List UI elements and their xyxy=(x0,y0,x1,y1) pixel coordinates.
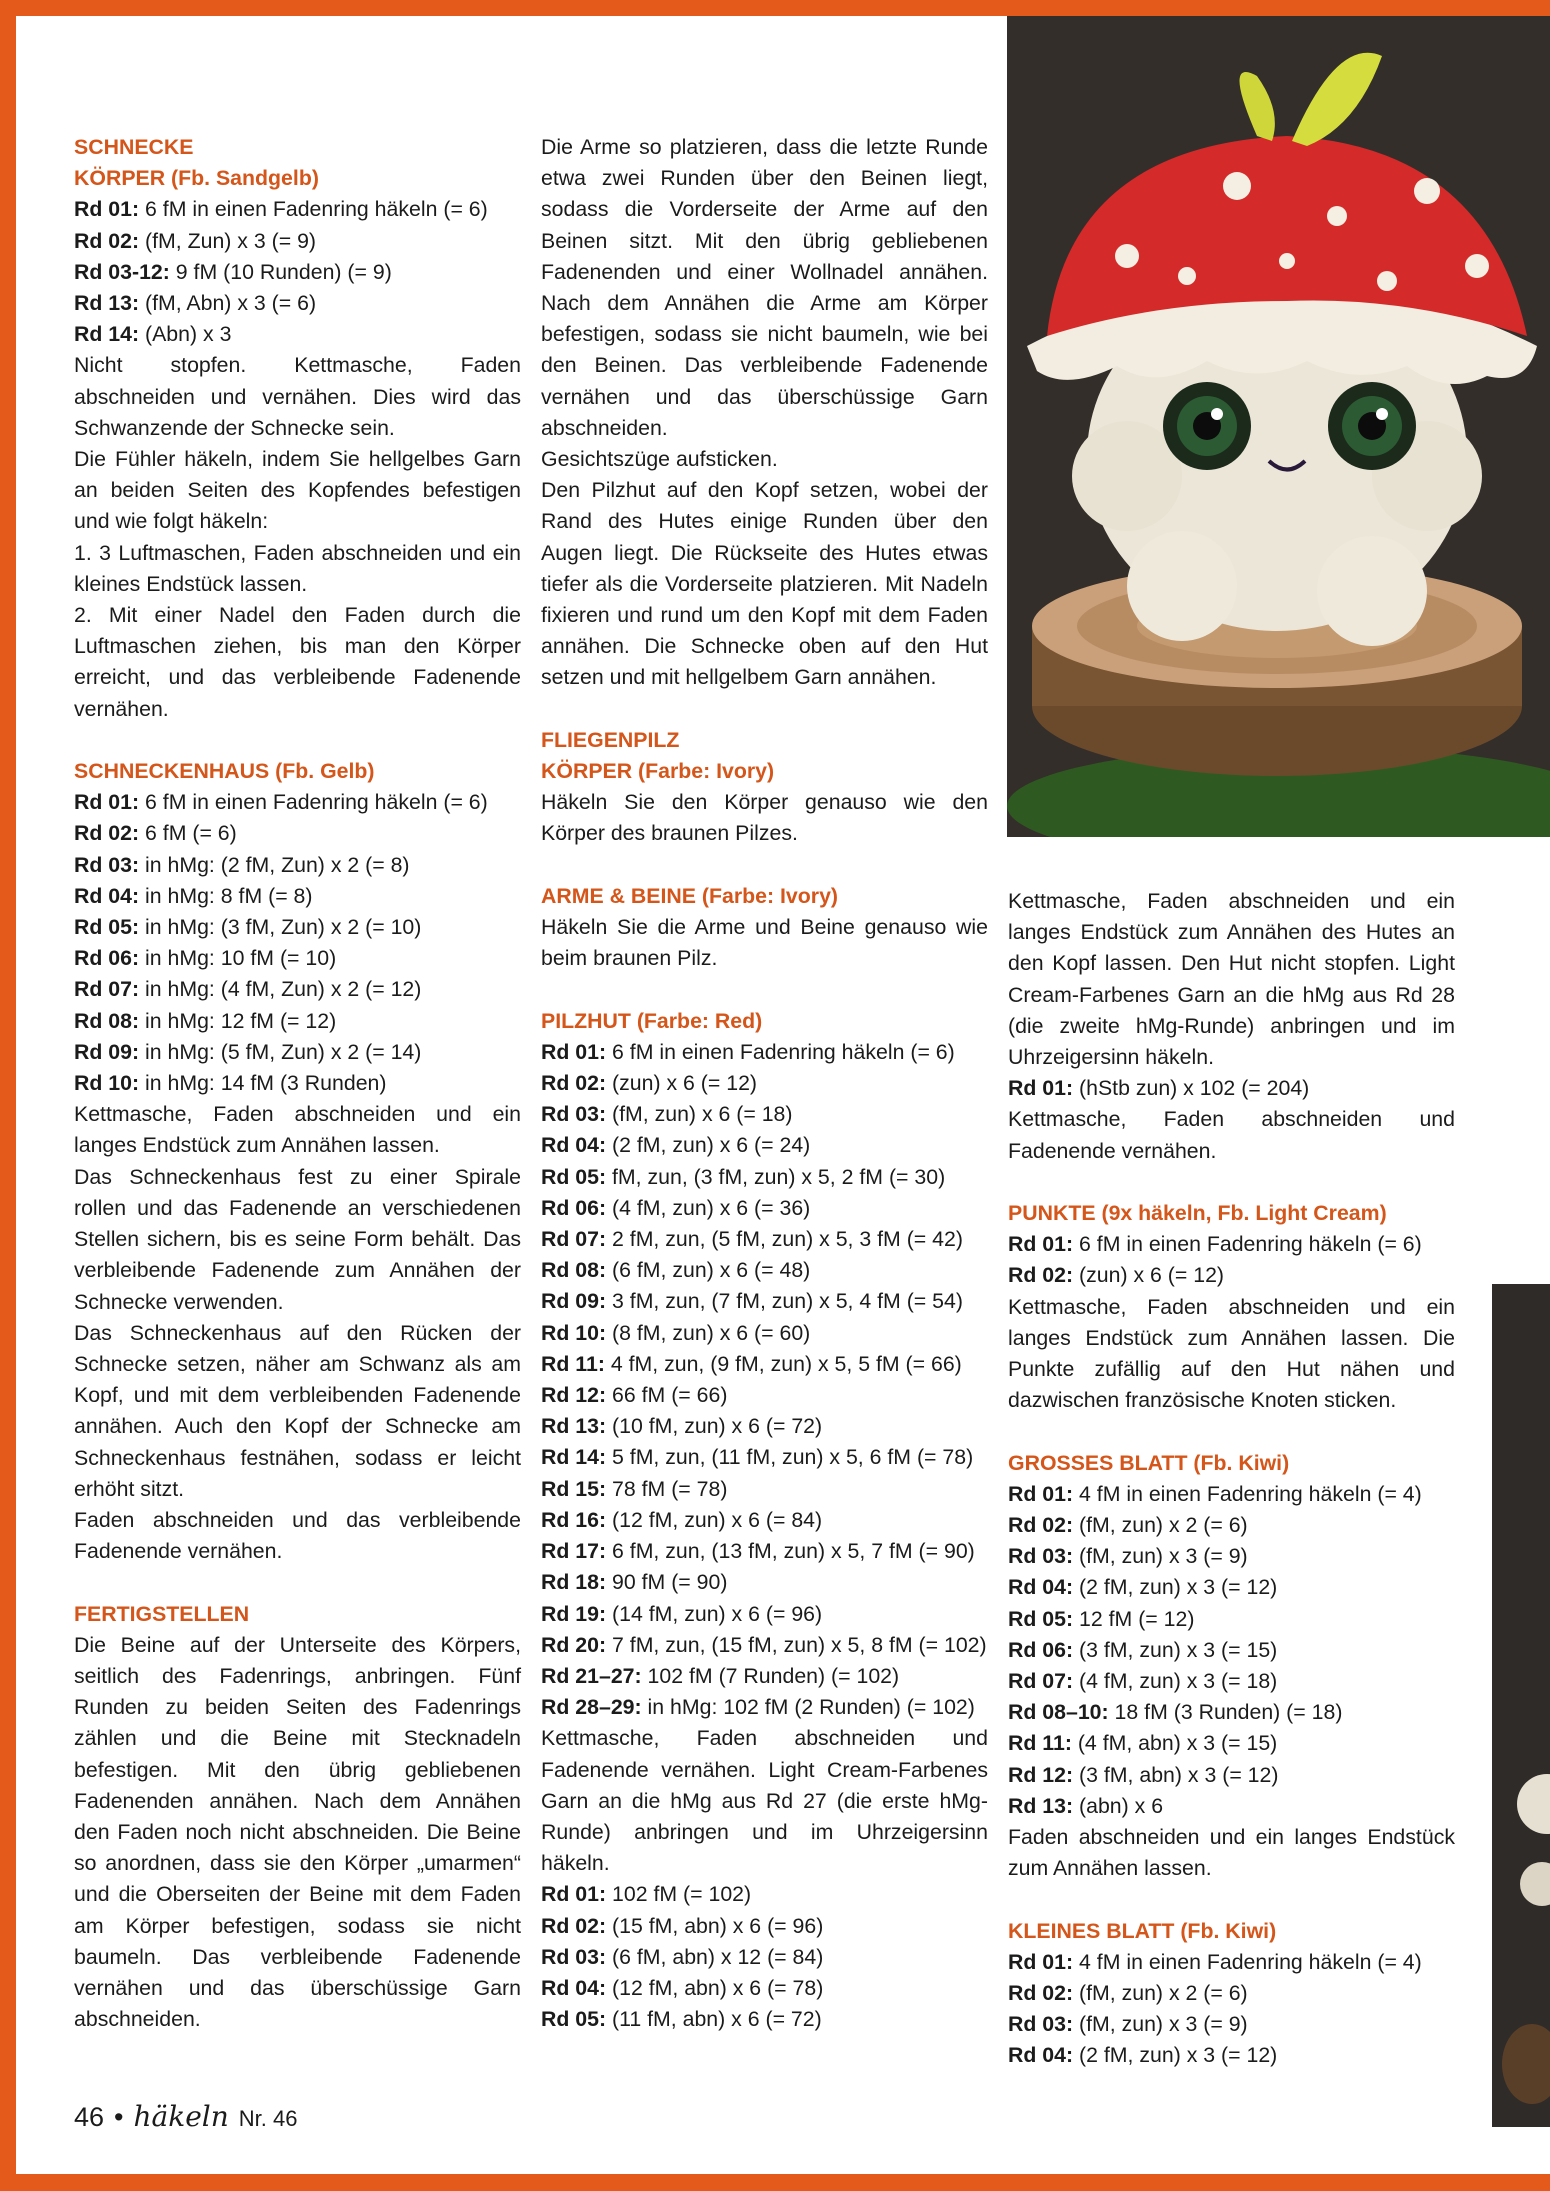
round-text: in hMg: (2 fM, Zun) x 2 (= 8) xyxy=(139,852,410,877)
round-row xyxy=(74,1068,521,1099)
round-text: fM, zun, (3 fM, zun) x 5, 2 fM (= 30) xyxy=(606,1164,946,1189)
round-row xyxy=(1008,1635,1455,1666)
round-text: 6 fM, zun, (13 fM, zun) x 5, 7 fM (= 90) xyxy=(606,1539,975,1564)
round-row xyxy=(1008,1728,1455,1759)
paragraph: Kettmasche, Faden abschneiden und ein langes Endstück zum Annähen lassen. Die Punkte zufällig auf den Hut nähen und dazwischen französische Knoten sticken. xyxy=(1008,1294,1455,1413)
round-text: (fM, zun) x 2 (= 6) xyxy=(1073,1981,1248,2006)
round-row xyxy=(74,943,521,974)
round-label: Rd 19: xyxy=(541,1601,607,1626)
round-label: Rd 17: xyxy=(541,1539,607,1564)
paragraph: Kettmasche, Faden abschneiden und ein langes Endstück zum Annähen des Hutes an den Kopf lassen. Den Hut nicht stopfen. Light Cream-Farbenes Garn an die hMg aus Rd 28 (die zweite hMg-Runde) anbringen und im Uhrzeigersinn häkeln. xyxy=(1008,889,1455,1070)
round-row xyxy=(541,1068,988,1099)
subheading-punkte: PUNKTE (9x häkeln, Fb. Light Cream) xyxy=(1008,1201,1387,1226)
round-row xyxy=(541,1380,988,1411)
round-text: 6 fM in einen Fadenring häkeln (= 6) xyxy=(139,197,488,222)
paragraph: Faden abschneiden und ein langes Endstück zum Annähen lassen. xyxy=(1008,1825,1455,1881)
round-label: Rd 03: xyxy=(541,1102,607,1127)
round-row xyxy=(541,1474,988,1505)
round-text: (2 fM, zun) x 3 (= 12) xyxy=(1073,1575,1278,1600)
round-label: Rd 02: xyxy=(541,1071,607,1096)
round-row xyxy=(74,194,521,225)
round-row xyxy=(541,1536,988,1567)
round-text: (4 fM, abn) x 3 (= 15) xyxy=(1071,1731,1278,1756)
column-left xyxy=(74,132,521,2035)
round-label: Rd 01: xyxy=(1008,1949,1074,1974)
round-label: Rd 04: xyxy=(541,1133,607,1158)
round-row xyxy=(541,1411,988,1442)
round-text: (2 fM, zun) x 6 (= 24) xyxy=(606,1133,811,1158)
round-text: (4 fM, zun) x 6 (= 36) xyxy=(606,1195,811,1220)
round-text: (11 fM, abn) x 6 (= 72) xyxy=(606,2007,822,2032)
page-number: 46 xyxy=(74,2102,105,2132)
round-label: Rd 05: xyxy=(74,915,140,940)
haus-rows xyxy=(74,787,521,1099)
round-text: in hMg: 14 fM (3 Runden) xyxy=(139,1071,387,1096)
round-row xyxy=(1008,1666,1455,1697)
round-text: 12 fM (= 12) xyxy=(1073,1606,1195,1631)
paragraph: Kettmasche, Faden abschneiden und Fadenende vernähen. Light Cream-Farbenes Garn an die hMg aus Rd 27 (die erste hMg-Runde) anbringen und im Uhrzeigersinn häkeln. xyxy=(541,1726,988,1876)
round-row xyxy=(541,1973,988,2004)
round-row xyxy=(541,1255,988,1286)
round-label: Rd 03-12: xyxy=(74,259,170,284)
round-label: Rd 09: xyxy=(74,1039,140,1064)
round-label: Rd 01: xyxy=(74,790,140,815)
round-row xyxy=(1008,2009,1455,2040)
round-row xyxy=(74,881,521,912)
round-label: Rd 12: xyxy=(1008,1762,1074,1787)
paragraph: Häkeln Sie den Körper genauso wie den Körper des braunen Pilzes. xyxy=(541,790,988,846)
footer-bullet: • xyxy=(114,2102,124,2132)
round-label: Rd 07: xyxy=(74,977,140,1002)
round-label: Rd 10: xyxy=(74,1071,140,1096)
round-text: 90 fM (= 90) xyxy=(606,1570,728,1595)
round-label: Rd 08: xyxy=(541,1258,607,1283)
grosses-blatt-rows xyxy=(1008,1479,1455,1822)
round-text: (15 fM, abn) x 6 (= 96) xyxy=(606,1913,824,1938)
round-label: Rd 01: xyxy=(1008,1232,1074,1257)
paragraph: Faden abschneiden und das verbleibende Fadenende vernähen. xyxy=(74,1507,521,1564)
round-label: Rd 04: xyxy=(1008,1575,1074,1600)
punkte-rows xyxy=(1008,1229,1455,1291)
round-label: Rd 01: xyxy=(541,1882,607,1907)
round-text: (6 fM, abn) x 12 (= 84) xyxy=(606,1944,824,1969)
paragraph: Das Schneckenhaus fest zu einer Spirale rollen und das Fadenende an verschiedenen Stellen sichern, bis es seine Form behält. Das verbleibende Fadenende zum Annähen der Schnecke verwenden. xyxy=(74,1164,521,1314)
column-middle xyxy=(541,132,988,2035)
round-row xyxy=(1008,2040,1455,2071)
paragraph: Die Beine auf der Unterseite des Körpers, seitlich des Fadenrings, anbringen. Fünf Runden zu beiden Seiten des Fadenrings zählen und die Beine mit Stecknadeln befestigen. Mit den übrig gebliebenen Fadenenden annähen. Nach dem Annähen den Faden noch nicht abschneiden. Die Beine so anordnen, dass sie den Körper „umarmen“ und die Oberseiten der Beine mit dem Faden am Körper befestigen, sodass sie nicht baumeln. Das verbleibende Fadenende vernähen und das überschüssige Garn abschneiden. xyxy=(74,1632,521,2032)
round-text: 3 fM, zun, (7 fM, zun) x 5, 4 fM (= 54) xyxy=(606,1289,963,1314)
round-row xyxy=(541,1505,988,1536)
round-row xyxy=(541,1099,988,1130)
round-row xyxy=(74,912,521,943)
round-text: (3 fM, zun) x 3 (= 15) xyxy=(1073,1637,1278,1662)
second-photo-edge xyxy=(1492,1284,1550,2127)
round-text: (12 fM, zun) x 6 (= 84) xyxy=(606,1507,823,1532)
round-text: 102 fM (7 Runden) (= 102) xyxy=(641,1663,900,1688)
section-heading-schneckenhaus: SCHNECKENHAUS (Fb. Gelb) xyxy=(74,759,375,784)
round-row xyxy=(541,1349,988,1380)
round-row xyxy=(1008,1260,1455,1291)
paragraph: 2. Mit einer Nadel den Faden durch die Luftmaschen ziehen, bis man den Körper erreicht, und das verbleibende Fadenende vernähen. xyxy=(74,603,521,721)
round-label: Rd 02: xyxy=(1008,1263,1074,1288)
subheading-kleines-blatt: KLEINES BLATT (Fb. Kiwi) xyxy=(1008,1918,1277,1943)
round-row xyxy=(74,850,521,881)
round-text: (2 fM, zun) x 3 (= 12) xyxy=(1073,2043,1278,2068)
round-text: (fM, zun) x 2 (= 6) xyxy=(1073,1513,1248,1538)
round-text: 2 fM, zun, (5 fM, zun) x 5, 3 fM (= 42) xyxy=(606,1227,963,1252)
round-text: 6 fM (= 6) xyxy=(139,821,237,846)
paragraph: Kettmasche, Faden abschneiden und ein langes Endstück zum Annähen lassen. xyxy=(74,1102,521,1158)
round-label: Rd 28–29: xyxy=(541,1695,642,1720)
round-text: (14 fM, zun) x 6 (= 96) xyxy=(606,1601,823,1626)
round-row xyxy=(541,1661,988,1692)
round-label: Rd 18: xyxy=(541,1570,607,1595)
round-label: Rd 21–27: xyxy=(541,1663,642,1688)
round-row xyxy=(74,288,521,319)
paragraph: Kettmasche, Faden abschneiden und Fadenende vernähen. xyxy=(1008,1107,1455,1163)
round-row xyxy=(541,1630,988,1661)
round-text: 5 fM, zun, (11 fM, zun) x 5, 6 fM (= 78) xyxy=(606,1445,974,1470)
round-text: (6 fM, zun) x 6 (= 48) xyxy=(606,1258,811,1283)
round-row xyxy=(1008,1479,1455,1510)
round-label: Rd 05: xyxy=(541,2007,607,2032)
round-label: Rd 06: xyxy=(541,1195,607,1220)
round-label: Rd 13: xyxy=(74,291,140,316)
round-label: Rd 16: xyxy=(541,1507,607,1532)
round-text: (Abn) x 3 xyxy=(139,322,232,347)
round-text: 6 fM in einen Fadenring häkeln (= 6) xyxy=(1073,1232,1422,1257)
round-row xyxy=(541,1037,988,1068)
round-row xyxy=(74,1037,521,1068)
round-label: Rd 07: xyxy=(541,1227,607,1252)
round-label: Rd 03: xyxy=(541,1944,607,1969)
pilzhut-rows-2 xyxy=(541,1879,988,2035)
paragraph: Die Fühler häkeln, indem Sie hellgelbes Garn an beiden Seiten des Kopfendes befestigen und wie folgt häkeln: xyxy=(74,447,521,534)
round-label: Rd 01: xyxy=(541,1039,607,1064)
round-text: in hMg: 10 fM (= 10) xyxy=(139,946,337,971)
round-text: (8 fM, zun) x 6 (= 60) xyxy=(606,1320,811,1345)
round-label: Rd 09: xyxy=(541,1289,607,1314)
column-right xyxy=(1008,886,1455,2072)
round-label: Rd 15: xyxy=(541,1476,607,1501)
round-row xyxy=(541,1224,988,1255)
round-label: Rd 10: xyxy=(541,1320,607,1345)
round-row xyxy=(74,257,521,288)
round-text: (fM, Abn) x 3 (= 6) xyxy=(139,291,317,316)
section-heading-schnecke: SCHNECKE xyxy=(74,135,194,159)
round-row xyxy=(74,787,521,818)
round-row xyxy=(541,1567,988,1598)
round-row xyxy=(541,1442,988,1473)
paragraph: Die Arme so platzieren, dass die letzte Runde etwa zwei Runden über den Beinen liegt, sodass die Vorderseite der Arme auf den Beinen sitzt. Mit den übrig gebliebenen Fadenenden und einer Wollnadel annähen. Nach dem Annähen die Arme am Körper befestigen, sodass sie nicht baumeln, wie bei den Beinen. Das verbleibende Fadenende vernähen und das überschüssige Garn abschneiden. xyxy=(541,135,988,440)
hutrand-rows xyxy=(1008,1073,1455,1104)
paragraph: Gesichtszüge aufsticken. xyxy=(541,447,778,472)
round-text: 6 fM in einen Fadenring häkeln (= 6) xyxy=(139,790,488,815)
paragraph: 1. 3 Luftmaschen, Faden abschneiden und ein kleines Endstück lassen. xyxy=(74,540,521,596)
round-row xyxy=(541,1193,988,1224)
round-text: in hMg: (5 fM, Zun) x 2 (= 14) xyxy=(139,1039,422,1064)
round-text: 78 fM (= 78) xyxy=(606,1476,728,1501)
round-text: 4 fM in einen Fadenring häkeln (= 4) xyxy=(1073,1481,1422,1506)
round-label: Rd 02: xyxy=(541,1913,607,1938)
round-text: (hStb zun) x 102 (= 204) xyxy=(1073,1076,1310,1101)
round-text: 7 fM, zun, (15 fM, zun) x 5, 8 fM (= 102) xyxy=(606,1632,987,1657)
round-row xyxy=(1008,1791,1455,1822)
round-row xyxy=(1008,1697,1455,1728)
round-label: Rd 03: xyxy=(74,852,140,877)
round-text: (fM, Zun) x 3 (= 9) xyxy=(139,228,317,253)
round-label: Rd 11: xyxy=(1008,1731,1072,1756)
magazine-name: häkeln xyxy=(133,2100,229,2133)
round-row xyxy=(74,974,521,1005)
subheading-pilzhut: PILZHUT (Farbe: Red) xyxy=(541,1008,763,1033)
round-row xyxy=(541,1162,988,1193)
amigurumi-mushroom-photo xyxy=(1007,16,1550,837)
round-label: Rd 05: xyxy=(541,1164,607,1189)
round-row xyxy=(541,1130,988,1161)
round-text: (fM, zun) x 6 (= 18) xyxy=(606,1102,793,1127)
round-label: Rd 02: xyxy=(74,228,140,253)
round-text: in hMg: 12 fM (= 12) xyxy=(139,1008,337,1033)
round-text: (zun) x 6 (= 12) xyxy=(606,1071,758,1096)
round-row xyxy=(541,1911,988,1942)
round-label: Rd 02: xyxy=(74,821,140,846)
round-row xyxy=(1008,1073,1455,1104)
round-text: (abn) x 6 xyxy=(1073,1793,1164,1818)
round-text: 102 fM (= 102) xyxy=(606,1882,752,1907)
photo-illustration xyxy=(1007,16,1550,837)
round-label: Rd 03: xyxy=(1008,1544,1074,1569)
round-label: Rd 14: xyxy=(541,1445,607,1470)
round-label: Rd 13: xyxy=(1008,1793,1074,1818)
paragraph: Den Pilzhut auf den Kopf setzen, wobei der Rand des Hutes einige Runden über den Augen liegt. Die Rückseite des Hutes etwas tiefer als die Vorderseite platzieren. Mit Nadeln fixieren und rund um den Kopf mit dem Faden annähen. Die Schnecke oben auf den Hut setzen und mit hellgelbem Garn annähen. xyxy=(541,478,988,690)
round-label: Rd 20: xyxy=(541,1632,607,1657)
round-text: (zun) x 6 (= 12) xyxy=(1073,1263,1225,1288)
magazine-page xyxy=(16,16,1550,2174)
round-row xyxy=(541,1599,988,1630)
round-label: Rd 05: xyxy=(1008,1606,1074,1631)
round-text: in hMg: 8 fM (= 8) xyxy=(139,883,313,908)
paragraph: Nicht stopfen. Kettmasche, Faden abschneiden und vernähen. Dies wird das Schwanzende der Schnecke sein. xyxy=(74,353,521,440)
section-heading-fertigstellen: FERTIGSTELLEN xyxy=(74,1601,250,1626)
subheading-koerper: KÖRPER (Fb. Sandgelb) xyxy=(74,166,319,191)
round-label: Rd 13: xyxy=(541,1414,607,1439)
round-label: Rd 11: xyxy=(541,1351,605,1376)
round-row xyxy=(1008,1510,1455,1541)
round-text: in hMg: (3 fM, Zun) x 2 (= 10) xyxy=(139,915,422,940)
round-label: Rd 04: xyxy=(541,1975,607,2000)
round-row xyxy=(541,1692,988,1723)
round-label: Rd 12: xyxy=(541,1383,607,1408)
paragraph: Das Schneckenhaus auf den Rücken der Schnecke setzen, näher am Schwanz als am Kopf, und mit dem verbleibenden Fadenende annähen. Auch den Kopf der Schnecke am Schneckenhaus festnähen, sodass er leicht erhöht sitzt. xyxy=(74,1320,521,1501)
round-text: in hMg: (4 fM, Zun) x 2 (= 12) xyxy=(139,977,422,1002)
round-label: Rd 14: xyxy=(74,322,140,347)
round-text: 6 fM in einen Fadenring häkeln (= 6) xyxy=(606,1039,955,1064)
pilzhut-rows xyxy=(541,1037,988,1723)
round-label: Rd 06: xyxy=(1008,1637,1074,1662)
subheading-arme-beine: ARME & BEINE (Farbe: Ivory) xyxy=(541,883,839,908)
round-row xyxy=(74,226,521,257)
round-text: 4 fM, zun, (9 fM, zun) x 5, 5 fM (= 66) xyxy=(604,1351,962,1376)
round-label: Rd 07: xyxy=(1008,1669,1074,1694)
round-row xyxy=(541,1879,988,1910)
round-label: Rd 01: xyxy=(1008,1076,1074,1101)
round-text: 9 fM (10 Runden) (= 9) xyxy=(169,259,392,284)
round-row xyxy=(74,319,521,350)
round-row xyxy=(74,818,521,849)
section-heading-fliegenpilz: FLIEGENPILZ xyxy=(541,727,680,752)
photo-illustration-edge xyxy=(1492,1284,1550,2127)
subheading-koerper-ivory: KÖRPER (Farbe: Ivory) xyxy=(541,759,775,784)
round-text: 4 fM in einen Fadenring häkeln (= 4) xyxy=(1073,1949,1422,1974)
paragraph: Häkeln Sie die Arme und Beine genauso wie beim braunen Pilz. xyxy=(541,915,988,971)
round-row xyxy=(1008,1572,1455,1603)
round-text: in hMg: 102 fM (2 Runden) (= 102) xyxy=(641,1695,975,1720)
issue-number: Nr. 46 xyxy=(238,2106,298,2131)
round-text: 18 fM (3 Runden) (= 18) xyxy=(1108,1700,1343,1725)
round-row xyxy=(74,1006,521,1037)
round-label: Rd 06: xyxy=(74,946,140,971)
kleines-blatt-rows xyxy=(1008,1947,1455,2072)
round-row xyxy=(541,1942,988,1973)
round-label: Rd 08–10: xyxy=(1008,1700,1109,1725)
round-row xyxy=(541,2004,988,2035)
page-footer xyxy=(74,2100,297,2133)
round-row xyxy=(1008,1978,1455,2009)
round-label: Rd 02: xyxy=(1008,1981,1074,2006)
round-label: Rd 04: xyxy=(74,883,140,908)
round-text: (10 fM, zun) x 6 (= 72) xyxy=(606,1414,823,1439)
round-label: Rd 04: xyxy=(1008,2043,1074,2068)
round-text: (4 fM, zun) x 3 (= 18) xyxy=(1073,1669,1278,1694)
round-text: (12 fM, abn) x 6 (= 78) xyxy=(606,1975,824,2000)
round-text: (fM, zun) x 3 (= 9) xyxy=(1073,2012,1248,2037)
round-row xyxy=(1008,1947,1455,1978)
round-row xyxy=(1008,1541,1455,1572)
round-text: 66 fM (= 66) xyxy=(606,1383,728,1408)
round-label: Rd 02: xyxy=(1008,1513,1074,1538)
round-row xyxy=(541,1286,988,1317)
round-label: Rd 08: xyxy=(74,1008,140,1033)
koerper-rows xyxy=(74,194,521,350)
round-row xyxy=(1008,1229,1455,1260)
round-text: (3 fM, abn) x 3 (= 12) xyxy=(1073,1762,1279,1787)
round-row xyxy=(1008,1604,1455,1635)
round-label: Rd 03: xyxy=(1008,2012,1074,2037)
round-row xyxy=(1008,1760,1455,1791)
round-label: Rd 01: xyxy=(1008,1481,1074,1506)
round-text: (fM, zun) x 3 (= 9) xyxy=(1073,1544,1248,1569)
round-label: Rd 01: xyxy=(74,197,140,222)
subheading-grosses-blatt: GROSSES BLATT (Fb. Kiwi) xyxy=(1008,1450,1290,1475)
round-row xyxy=(541,1318,988,1349)
